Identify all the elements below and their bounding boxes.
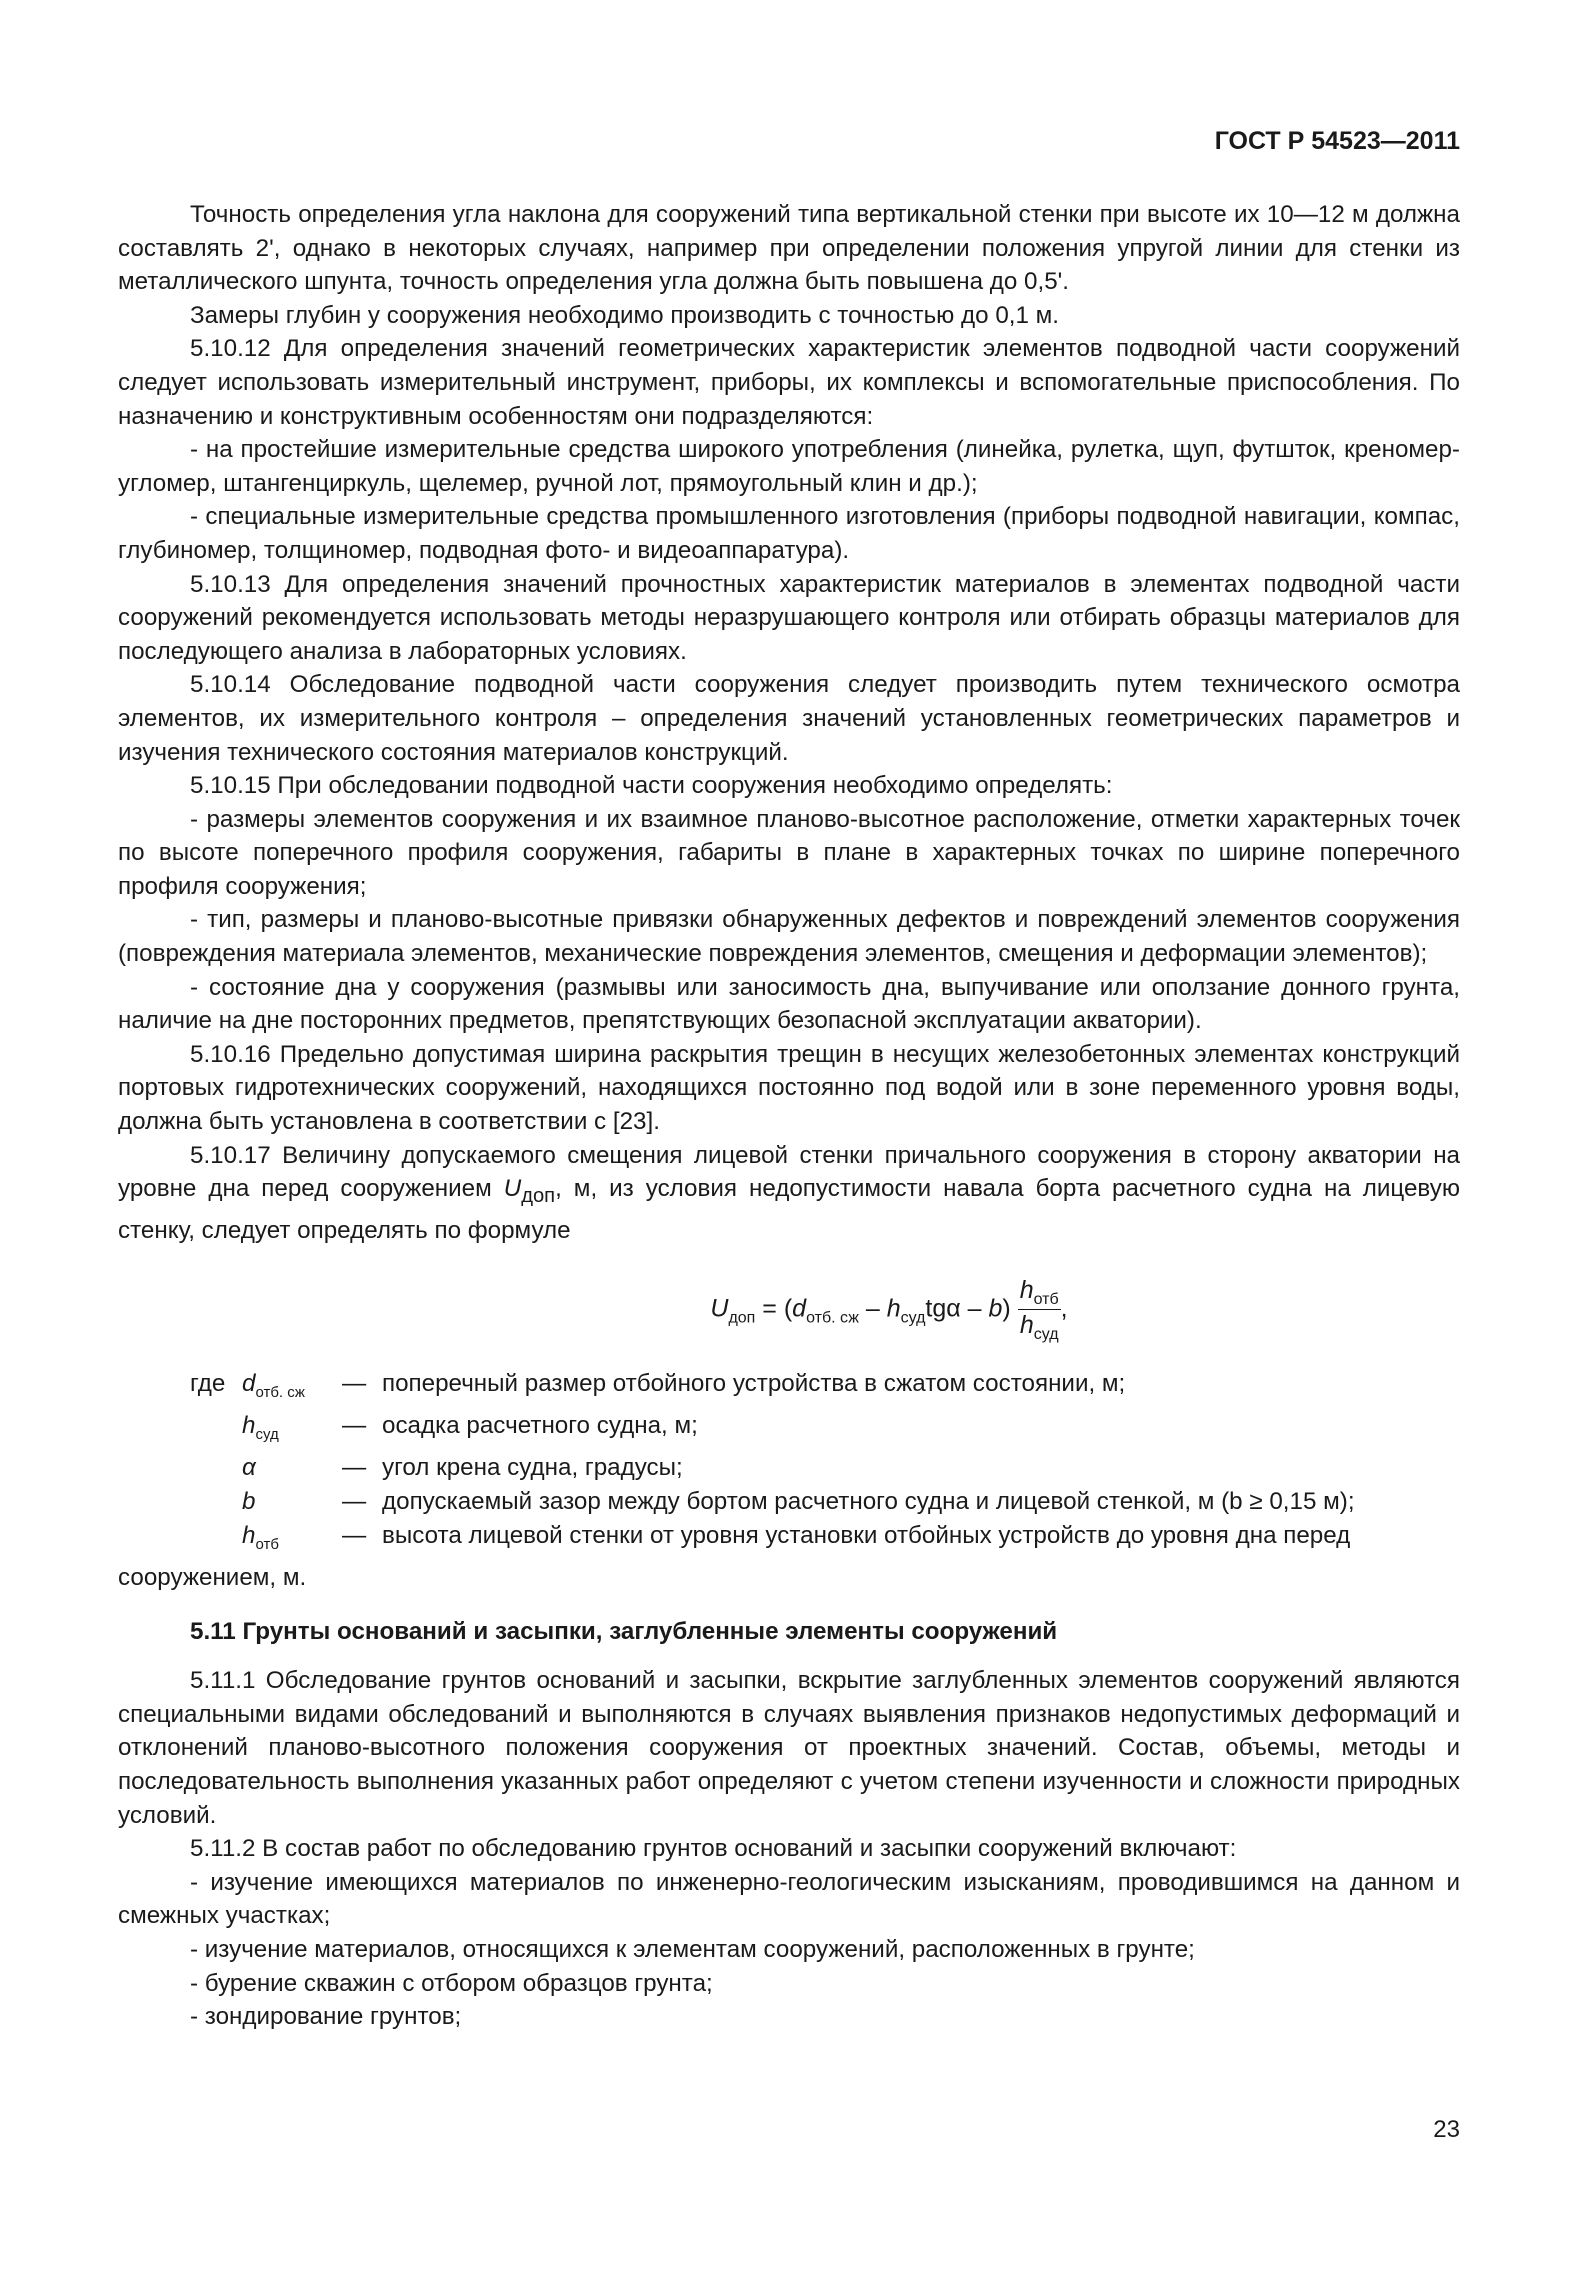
list-item: - тип, размеры и планово-высотные привязки обнаруженных дефектов и повреждений элементов сооружения (повреждения материала элементов, механические повреждения элементов, смещения и деформации элементов); bbox=[118, 906, 1460, 968]
paragraph: 5.11.1 Обследование грунтов оснований и засыпки, вскрытие заглубленных элементов сооружений являются специальными видами обследований и выполняются в случаях выявления признаков недопустимых деформаций и отклонений планово-высотного положения сооружения от проектных значений. Состав, объемы, методы и последовательность выполнения указанных работ определяют с учетом степени изученности и сложности природных условий. bbox=[118, 1667, 1460, 1829]
list-item: - состояние дна у сооружения (размывы или заносимость дна, выпучивание или оползание донного грунта, наличие на дне посторонних предметов, препятствующих безопасной эксплуатации акватории). bbox=[118, 973, 1460, 1035]
legend-row: где $d_{отб. сж}$ — поперечный размер отбойного устройства в сжатом состоянии, м; bbox=[190, 1369, 1126, 1401]
list-item: - размеры элементов сооружения и их взаимное планово-высотное расположение, отметки характерных точек по высоте поперечного профиля сооружения, габариты в плане в характерных точках по ширине поперечного профиля сооружения; bbox=[118, 805, 1460, 900]
list-item: - специальные измерительные средства промышленного изготовления (приборы подводной навигации, компас, глубиномер, толщиномер, подводная фото- и видеоаппаратура). bbox=[118, 503, 1460, 564]
document-code: ГОСТ Р 54523—2011 bbox=[1214, 127, 1460, 155]
section-heading: 5.11 Грунты оснований и засыпки, заглубленные элементы сооружений bbox=[190, 1617, 1058, 1645]
formula-legend bbox=[190, 1367, 1355, 1561]
list-item: - зондирование грунтов; bbox=[190, 2003, 462, 2031]
list-item: - изучение имеющихся материалов по инженерно-геологическим изысканиям, проводившимся на данном и смежных участках; bbox=[118, 1868, 1460, 1930]
paragraph: 5.10.12 Для определения значений геометрических характеристик элементов подводной части сооружений следует использовать измерительный инструмент, приборы, их комплексы и вспомогательные приспособления. По назначению и конструктивным особенностям они подразделяются: bbox=[118, 335, 1460, 430]
paragraph: 5.10.15 При обследовании подводной части сооружения необходимо определять: bbox=[190, 772, 1113, 800]
paragraph: 5.10.13 Для определения значений прочностных характеристик материалов в элементах подводной части сооружений рекомендуется использовать методы неразрушающего контроля или отбирать образцы материалов для последующего анализа в лабораторных условиях. bbox=[118, 570, 1460, 665]
paragraph: 5.11.2 В состав работ по обследованию грунтов оснований и засыпки сооружений включают: bbox=[190, 1835, 1237, 1863]
page-number: 23 bbox=[1433, 2116, 1460, 2143]
formula-fraction bbox=[1018, 1275, 1061, 1344]
list-item: - изучение материалов, относящихся к элементам сооружений, расположенных в грунте; bbox=[190, 1936, 1195, 1963]
paragraph: Точность определения угла наклона для сооружений типа вертикальной стенки при высоте их 10—12 м должна составлять 2', однако в некоторых случаях, например при определении положения упругой линии для стенки из металлического шпунта, точность определения угла должна быть повышена до 0,5'. bbox=[118, 201, 1460, 296]
list-item: - на простейшие измерительные средства широкого употребления (линейка, рулетка, щуп, футшток, креномер-угломер, штангенциркуль, щелемер, ручной лот, прямоугольный клин и др.); bbox=[118, 436, 1460, 497]
legend-continuation: сооружением, м. bbox=[118, 1564, 307, 1592]
fraction-numerator: $h_{отб}$ bbox=[1018, 1275, 1061, 1310]
paragraph-5-10-17: 5.10.17 Величину допускаемого смещения лицевой стенки причального сооружения в сторону акватории на уровне дна перед сооружением $U_{доп}$, м, из условия недопустимости навала борта расчетного судна на лицевую стенку, следует определять по формуле bbox=[118, 1141, 1460, 1244]
formula: $U_{доп} = (d_{отб. сж} - h_{суд}tg\alpha - b)$ $\frac{h_{отб}}{h_{суд}}$ , bbox=[710, 1276, 1068, 1344]
paragraph: 5.10.14 Обследование подводной части сооружения следует производить путем технического осмотра элементов, их измерительного контроля – определения значений установленных геометрических параметров и изучения технического состояния материалов конструкций. bbox=[118, 671, 1460, 766]
paragraph: 5.10.16 Предельно допустимая ширина раскрытия трещин в несущих железобетонных элементах конструкций портовых гидротехнических сооружений, находящихся постоянно под водой или в зоне переменного уровня воды, должна быть установлена в соответствии с [23]. bbox=[118, 1040, 1460, 1136]
paragraph: Замеры глубин у сооружения необходимо производить с точностью до 0,1 м. bbox=[190, 301, 1060, 329]
legend-row: $h_{отб}$ — высота лицевой стенки от уровня установки отбойных устройств до уровня дна перед bbox=[242, 1521, 1351, 1553]
legend-row: $h_{суд}$ — осадка расчетного судна, м; bbox=[242, 1412, 698, 1443]
list-item: - бурение скважин с отбором образцов грунта; bbox=[190, 1969, 713, 1997]
page-body bbox=[118, 198, 1460, 2034]
legend-row: b — допускаемый зазор между бортом расчетного судна и лицевой стенкой, м (b ≥ 0,15 м); bbox=[242, 1488, 1355, 1516]
legend-row: α — угол крена судна, градусы; bbox=[242, 1454, 683, 1482]
fraction-denominator: $h_{суд}$ bbox=[1019, 1311, 1059, 1344]
